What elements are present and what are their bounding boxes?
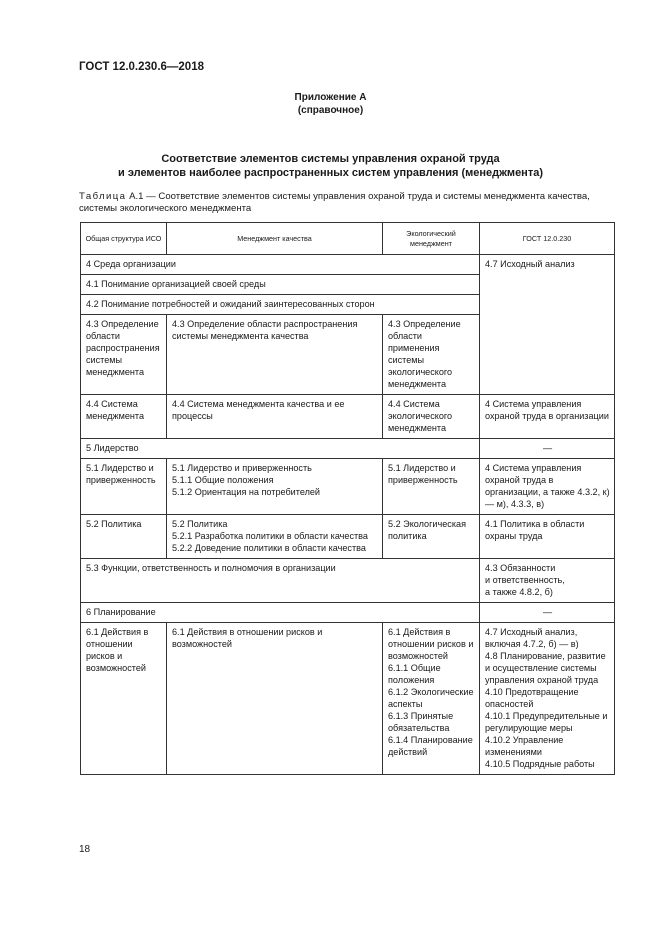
cell-em: 4.3 Определение области применения системы экологического менеджмента bbox=[383, 315, 480, 395]
cell-line: 4.10.1 Предупредительные и регулирующие меры bbox=[485, 711, 608, 733]
cell-em: 5.1 Лидерство и приверженность bbox=[383, 459, 480, 515]
appendix-note: (справочное) bbox=[297, 105, 364, 116]
cell-qm: 4.3 Определение области распространения системы менеджмента качества bbox=[167, 315, 383, 395]
cell-line: 4.10.5 Подрядные работы bbox=[485, 759, 595, 769]
cell-qm bbox=[167, 515, 383, 559]
standard-number: ГОСТ 12.0.230.6—2018 bbox=[79, 61, 204, 73]
cell-line: а также 4.8.2, б) bbox=[485, 587, 553, 597]
cell-gost bbox=[480, 559, 615, 603]
cell-line: 4.8 Планирование, развитие и осуществление системы управления охраной труда bbox=[485, 651, 606, 685]
cell-em bbox=[383, 623, 480, 775]
cell-line: 5.1 Лидерство и приверженность bbox=[172, 463, 312, 473]
table-row bbox=[81, 255, 615, 275]
table-row bbox=[81, 439, 615, 459]
cell-iso: 5.1 Лидерство и приверженность bbox=[81, 459, 167, 515]
table-row bbox=[81, 623, 615, 775]
table-row bbox=[81, 603, 615, 623]
cell-line: 5.2 Политика bbox=[172, 519, 228, 529]
cell-line: 6.1.4 Планирование действий bbox=[388, 735, 473, 757]
cell-line: 4.7 Исходный анализ, включая 4.7.2, б) — в) bbox=[485, 627, 579, 649]
cell-line: и ответственность, bbox=[485, 575, 565, 585]
cell-iso: 6 Планирование bbox=[81, 603, 480, 623]
table-caption bbox=[79, 191, 619, 215]
cell-line: 5.2.1 Разработка политики в области качества bbox=[172, 531, 368, 541]
table-header-row bbox=[81, 223, 615, 255]
cell-iso: 4 Среда организации bbox=[81, 255, 480, 275]
header-gost: ГОСТ 12.0.230 bbox=[480, 223, 615, 255]
cell-em: 4.4 Система экологического менеджмента bbox=[383, 395, 480, 439]
cell-line: 6.1.2 Экологические аспекты bbox=[388, 687, 474, 709]
cell-line: 4.3 Обязанности bbox=[485, 563, 556, 573]
cell-line: 4.10.2 Управление изменениями bbox=[485, 735, 564, 757]
document-title-line-1: Соответствие элементов системы управления охраной труда bbox=[161, 153, 500, 165]
header-qm: Менеджмент качества bbox=[167, 223, 383, 255]
cell-gost: 4 Система управления охраной труда в организации bbox=[480, 395, 615, 439]
cell-line: 6.1 Действия в отношении рисков и возможностей bbox=[388, 627, 474, 661]
cell-iso: 5 Лидерство bbox=[81, 439, 480, 459]
cell-line: 5.1.1 Общие положения bbox=[172, 475, 274, 485]
appendix-heading bbox=[0, 91, 661, 117]
cell-line: 6.1.1 Общие положения bbox=[388, 663, 441, 685]
table-caption-text-cont: системы экологического менеджмента bbox=[79, 203, 252, 214]
table-row bbox=[81, 515, 615, 559]
document-title-line-2: и элементов наиболее распространенных систем управления (менеджмента) bbox=[118, 167, 543, 179]
cell-line: 5.1.2 Ориентация на потребителей bbox=[172, 487, 321, 497]
page-number: 18 bbox=[79, 844, 91, 855]
header-em: Экологический менеджмент bbox=[383, 223, 480, 255]
cell-line: 5.2.2 Доведение политики в области качества bbox=[172, 543, 366, 553]
table-caption-label: Таблица bbox=[79, 191, 127, 202]
cell-iso: 4.4 Система менеджмента bbox=[81, 395, 167, 439]
table-row bbox=[81, 459, 615, 515]
cell-gost: — bbox=[480, 439, 615, 459]
cell-qm: 4.4 Система менеджмента качества и ее процессы bbox=[167, 395, 383, 439]
cell-gost bbox=[480, 623, 615, 775]
header-iso: Общая структура ИСО bbox=[81, 223, 167, 255]
cell-qm bbox=[167, 459, 383, 515]
cell-iso: 4.3 Определение области распространения системы менеджмента bbox=[81, 315, 167, 395]
cell-em: 5.2 Экологическая политика bbox=[383, 515, 480, 559]
cell-iso: 6.1 Действия в отношении рисков и возможностей bbox=[81, 623, 167, 775]
table-row bbox=[81, 559, 615, 603]
table-row bbox=[81, 395, 615, 439]
document-title bbox=[0, 152, 661, 180]
cell-qm: 6.1 Действия в отношении рисков и возможностей bbox=[167, 623, 383, 775]
cell-gost: 4.1 Политика в области охраны труда bbox=[480, 515, 615, 559]
cell-iso: 5.2 Политика bbox=[81, 515, 167, 559]
cell-gost: 4 Система управления охраной труда в организации, а также 4.3.2, к) — м), 4.3.3, в) bbox=[480, 459, 615, 515]
cell-gost: — bbox=[480, 603, 615, 623]
cell-iso: 4.2 Понимание потребностей и ожиданий заинтересованных сторон bbox=[81, 295, 480, 315]
appendix-title: Приложение А bbox=[294, 92, 367, 103]
cell-iso: 4.1 Понимание организацией своей среды bbox=[81, 275, 480, 295]
correspondence-table bbox=[80, 222, 615, 775]
cell-iso: 5.3 Функции, ответственность и полномочия в организации bbox=[81, 559, 480, 603]
cell-gost: 4.7 Исходный анализ bbox=[480, 255, 615, 395]
cell-line: 6.1.3 Принятые обязательства bbox=[388, 711, 454, 733]
cell-line: 4.10 Предотвращение опасностей bbox=[485, 687, 579, 709]
table-caption-text: А.1 — Соответствие элементов системы управления охраной труда и системы менеджмента качества, bbox=[126, 191, 590, 202]
